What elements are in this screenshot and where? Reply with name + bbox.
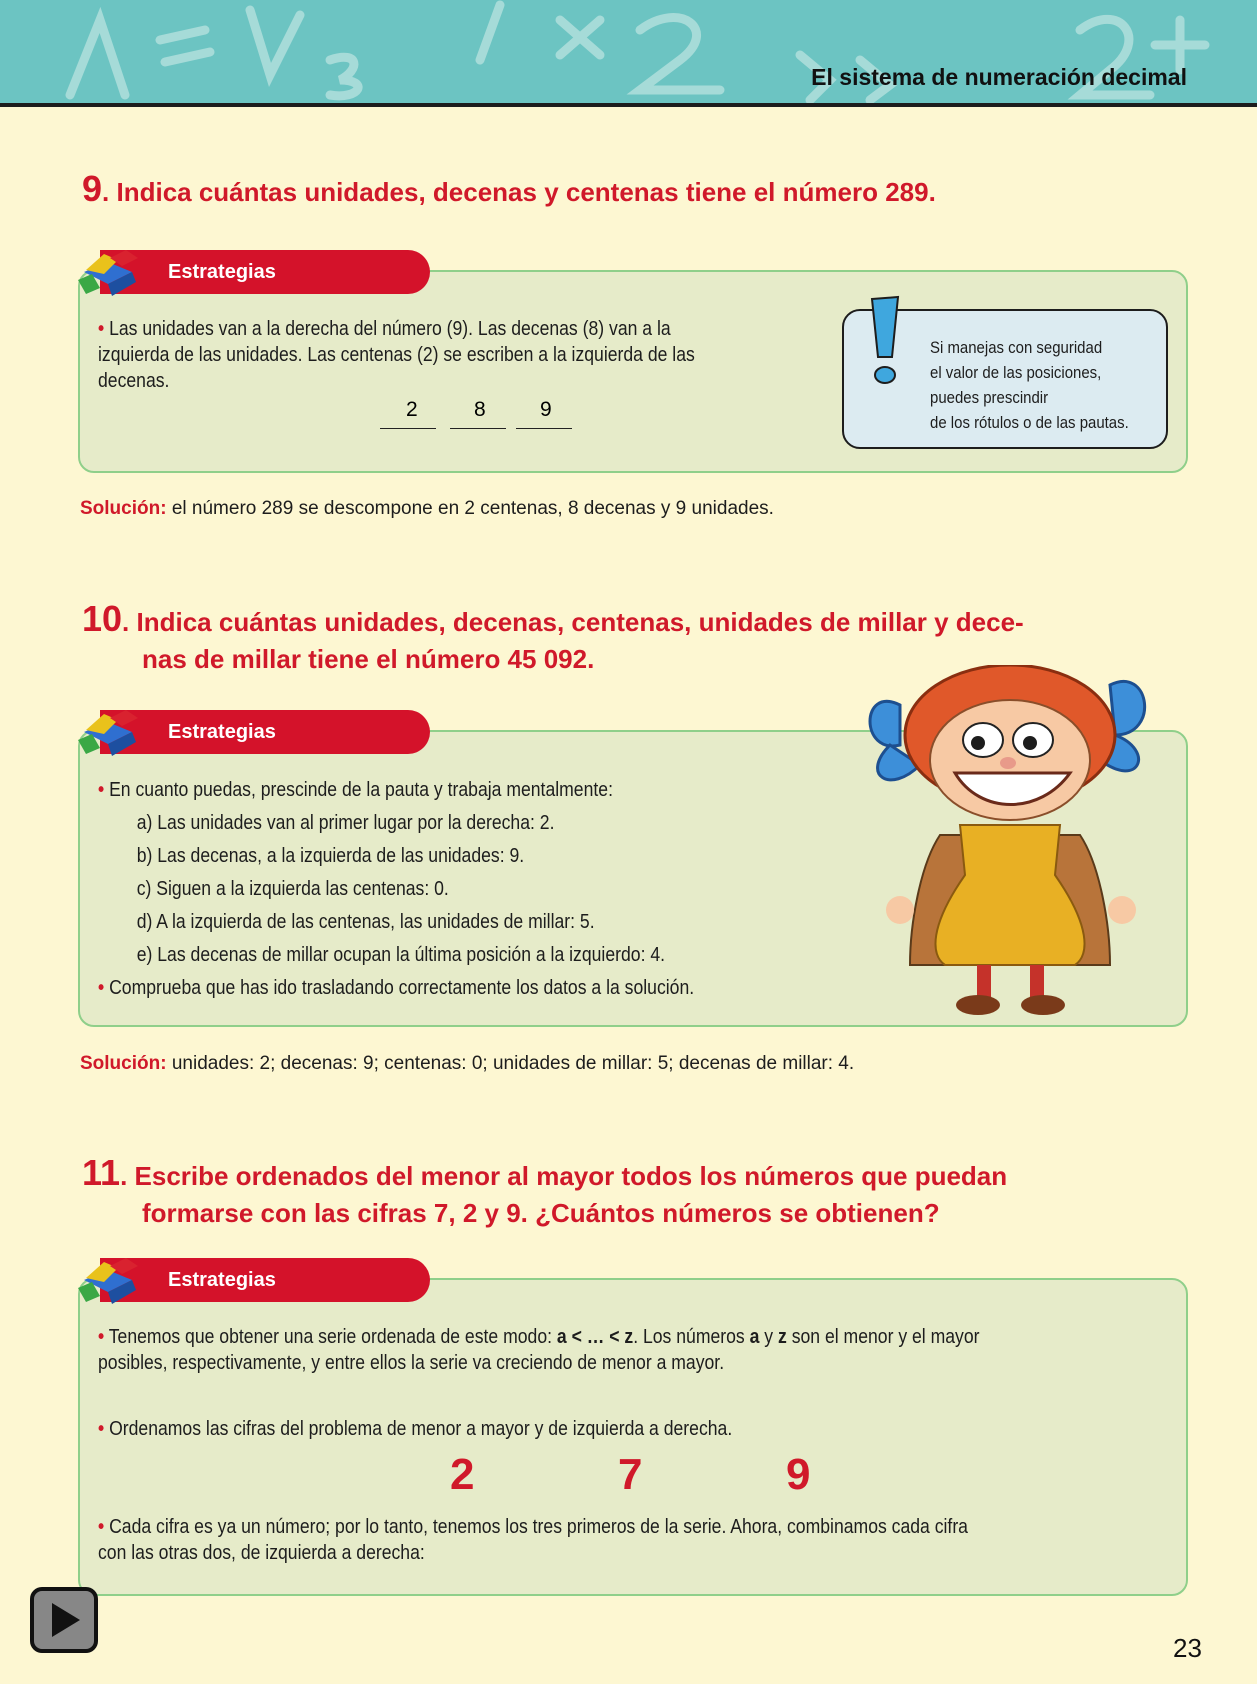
problem-statement: Indica cuántas unidades, decenas, centenas, unidades de millar y dece- bbox=[136, 607, 1024, 637]
list-item: b) Las decenas, a la izquierda de las unidades: 9. bbox=[136, 845, 525, 867]
solution-label: Solución: bbox=[80, 1053, 167, 1074]
strategy-text-11b bbox=[98, 1514, 1128, 1566]
text-line: con las otras dos, de izquierda a derecha: bbox=[98, 1542, 425, 1564]
strategies-badge bbox=[100, 710, 430, 754]
text-line: Comprueba que has ido trasladando correctamente los datos a la solución. bbox=[109, 977, 695, 999]
problem-10-title: 10. Indica cuántas unidades, decenas, centenas, unidades de millar y dece- nas de millar tiene el número 45 092. bbox=[82, 600, 1024, 678]
bullet: • bbox=[98, 1326, 105, 1348]
strategy-text-9 bbox=[98, 316, 767, 394]
puzzle-icon bbox=[74, 1252, 148, 1310]
strategies-badge bbox=[100, 250, 430, 294]
puzzle-icon bbox=[74, 704, 148, 762]
text-line: posibles, respectivamente, y entre ellos la serie va creciendo de menor a mayor. bbox=[98, 1352, 725, 1374]
strategy-text-10 bbox=[98, 774, 820, 1005]
bullet: • bbox=[98, 1516, 105, 1538]
tip-line: el valor de las posiciones, bbox=[930, 363, 1102, 382]
bullet: • bbox=[98, 779, 105, 801]
tip-line: puedes prescindir bbox=[930, 388, 1049, 407]
strategies-badge bbox=[100, 1258, 430, 1302]
variable-a: a bbox=[749, 1326, 760, 1348]
problem-number: 10 bbox=[82, 598, 123, 639]
tip-line: Si manejas con seguridad bbox=[930, 338, 1103, 357]
text-line: Cada cifra es ya un número; por lo tanto, tenemos los tres primeros de la serie. Ahora, combinamos cada cifra bbox=[109, 1516, 968, 1538]
ordered-digit: 9 bbox=[786, 1450, 811, 1499]
problem-statement-cont: formarse con las cifras 7, 2 y 9. ¿Cuántos números se obtienen? bbox=[142, 1198, 940, 1228]
text-line: Las unidades van a la derecha del número (9). Las decenas (8) van a la bbox=[109, 318, 671, 340]
variable-z: z bbox=[778, 1326, 787, 1348]
list-item: c) Siguen a la izquierda las centenas: 0. bbox=[136, 878, 449, 900]
solution-text: unidades: 2; decenas: 9; centenas: 0; unidades de millar: 5; decenas de millar: 4. bbox=[171, 1053, 855, 1074]
problem-statement: Indica cuántas unidades, decenas y centenas tiene el número 289. bbox=[116, 177, 936, 207]
text-fragment: y bbox=[759, 1326, 779, 1348]
tip-note bbox=[842, 309, 1168, 449]
chapter-title: El sistema de numeración decimal bbox=[811, 64, 1187, 90]
strategies-label: Estrategias bbox=[168, 261, 276, 283]
tip-line: de los rótulos o de las pautas. bbox=[930, 413, 1129, 432]
bullet: • bbox=[98, 1418, 105, 1440]
text-line: En cuanto puedas, prescinde de la pauta y trabaja mentalmente: bbox=[109, 779, 613, 801]
digit-line bbox=[450, 428, 506, 429]
page-header bbox=[0, 0, 1257, 107]
strategy-text-11 bbox=[98, 1324, 1128, 1442]
solution-text: el número 289 se descompone en 2 centenas, 8 decenas y 9 unidades. bbox=[171, 498, 774, 519]
digit-hundreds: 2 bbox=[406, 398, 418, 421]
girl-character-illustration bbox=[860, 665, 1150, 1025]
problem-number: 11 bbox=[82, 1152, 121, 1193]
text-line: decenas. bbox=[98, 370, 170, 392]
strategy-box-11 bbox=[78, 1278, 1188, 1596]
list-item: e) Las decenas de millar ocupan la última posición a la izquierdo: 4. bbox=[136, 944, 666, 966]
list-item: d) A la izquierda de las centenas, las unidades de millar: 5. bbox=[136, 911, 595, 933]
text-line: Ordenamos las cifras del problema de menor a mayor y de izquierda a derecha. bbox=[109, 1418, 733, 1440]
play-icon bbox=[34, 1591, 94, 1649]
digit-line bbox=[516, 428, 572, 429]
strategies-label: Estrategias bbox=[168, 721, 276, 743]
ordered-digit: 7 bbox=[618, 1450, 643, 1499]
text-fragment: . Los números bbox=[633, 1326, 750, 1348]
bullet: • bbox=[98, 977, 105, 999]
formula: a < … < z bbox=[556, 1326, 634, 1348]
strategies-label: Estrategias bbox=[168, 1269, 276, 1291]
solution-10 bbox=[80, 1053, 854, 1075]
text-fragment: son el menor y el mayor bbox=[786, 1326, 980, 1348]
digit-units: 9 bbox=[540, 398, 552, 421]
digit-tens: 8 bbox=[474, 398, 486, 421]
solution-9 bbox=[80, 498, 774, 520]
play-button[interactable] bbox=[30, 1587, 98, 1653]
digit-line bbox=[380, 428, 436, 429]
ordered-digit: 2 bbox=[450, 1450, 475, 1499]
problem-11-title: 11. Escribe ordenados del menor al mayor todos los números que puedan formarse con las cifras 7, 2 y 9. ¿Cuántos números se obtienen? bbox=[82, 1154, 1007, 1232]
tip-text bbox=[930, 335, 1129, 435]
problem-number: 9 bbox=[82, 168, 103, 209]
text-line: izquierda de las unidades. Las centenas (2) se escriben a la izquierda de las bbox=[98, 344, 695, 366]
problem-statement: Escribe ordenados del menor al mayor todos los números que puedan bbox=[134, 1161, 1008, 1191]
page-number: 23 bbox=[1173, 1633, 1202, 1663]
solution-label: Solución: bbox=[80, 498, 167, 519]
bullet: • bbox=[98, 318, 105, 340]
puzzle-icon bbox=[74, 244, 148, 302]
text-line: Tenemos que obtener una serie ordenada de este modo: bbox=[108, 1326, 557, 1348]
problem-statement-cont: nas de millar tiene el número 45 092. bbox=[142, 644, 595, 674]
list-item: a) Las unidades van al primer lugar por la derecha: 2. bbox=[136, 812, 555, 834]
problem-9-title: 9. Indica cuántas unidades, decenas y centenas tiene el número 289. bbox=[82, 168, 936, 209]
exclamation-icon bbox=[866, 295, 904, 391]
